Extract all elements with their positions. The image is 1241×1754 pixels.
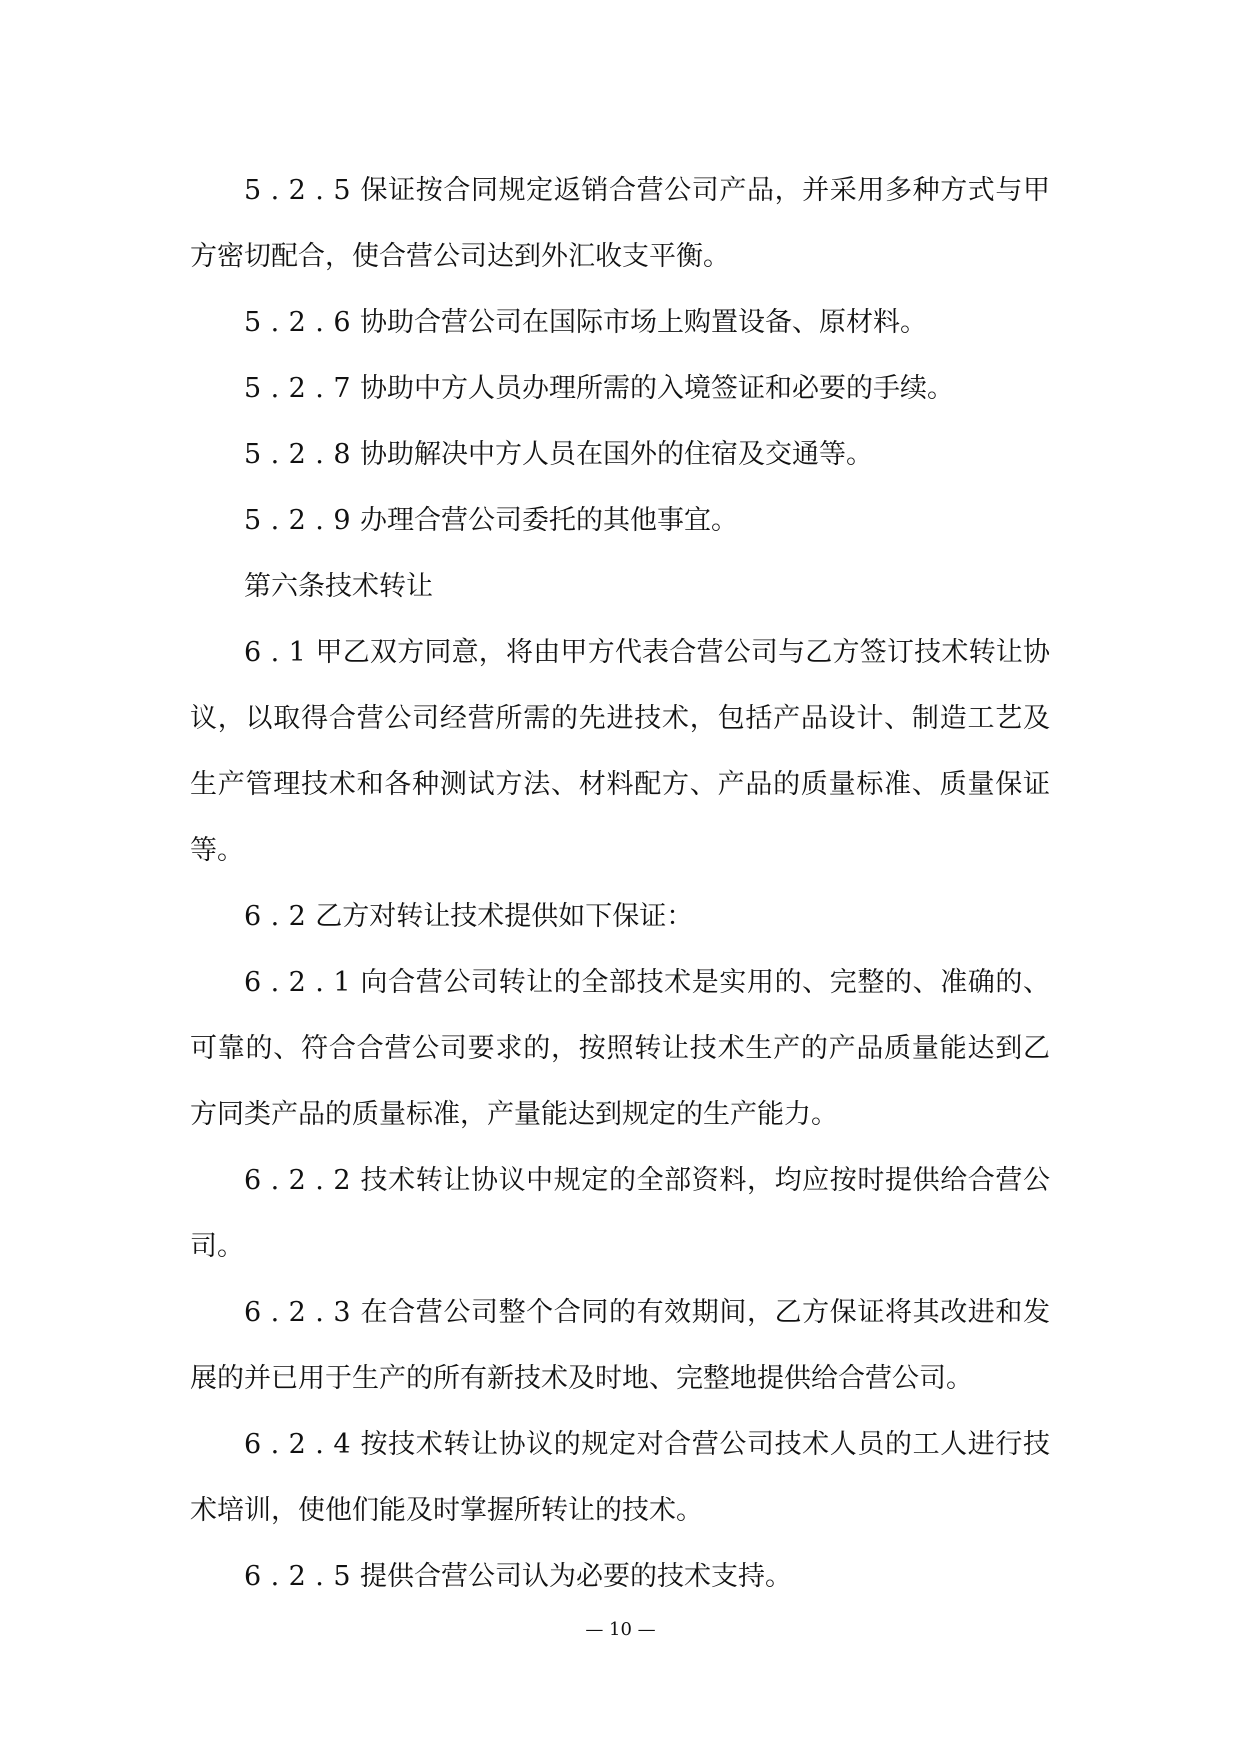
clause-number: 5.2.5 [244,175,360,206]
clause-5-2-7 [190,356,1050,422]
clause-number: 6.2 [244,901,316,932]
clause-6-1 [190,620,1050,884]
clause-number: 6.2.1 [244,967,360,998]
clause-5-2-6 [190,290,1050,356]
clause-number: 5.2.8 [244,439,360,470]
clause-6-2-1 [190,950,1050,1148]
clause-text: 协助解决中方人员在国外的住宿及交通等。 [359,439,873,470]
document-body [190,158,1050,1610]
clause-number: 6.2.3 [244,1297,360,1328]
clause-5-2-5 [190,158,1050,290]
clause-number: 6.2.5 [244,1561,360,1592]
clause-6-2-4 [190,1412,1050,1544]
clause-number: 6.2.4 [244,1429,360,1460]
heading-text: 第六条技术转让 [244,571,433,602]
clause-text: 在合营公司整个合同的有效期间，乙方保证将其改进和发展的并已用于生产的所有新技术及时地、完整地提供给合营公司。 [190,1297,1050,1394]
clause-number: 5.2.9 [244,505,360,536]
clause-6-2 [190,884,1050,950]
clause-number: 5.2.7 [244,373,360,404]
clause-text: 向合营公司转让的全部技术是实用的、完整的、准确的、可靠的、符合合营公司要求的，按照转让技术生产的产品质量能达到乙方同类产品的质量标准，产量能达到规定的生产能力。 [190,967,1050,1130]
clause-text: 技术转让协议中规定的全部资料，均应按时提供给合营公司。 [190,1165,1050,1262]
clause-text: 办理合营公司委托的其他事宜。 [359,505,738,536]
clause-5-2-9 [190,488,1050,554]
clause-text: 甲乙双方同意，将由甲方代表合营公司与乙方签订技术转让协议，以取得合营公司经营所需的先进技术，包括产品设计、制造工艺及生产管理技术和各种测试方法、材料配方、产品的质量标准、质量保证等。 [190,637,1050,866]
clause-text: 按技术转让协议的规定对合营公司技术人员的工人进行技术培训，使他们能及时掌握所转让的技术。 [190,1429,1050,1526]
clause-number: 6.2.2 [244,1165,360,1196]
page-number: — 10 — [585,1619,656,1640]
clause-6-2-2 [190,1148,1050,1280]
clause-6-2-3 [190,1280,1050,1412]
article-six-heading [190,554,1050,620]
clause-number: 5.2.6 [244,307,360,338]
clause-number: 6.1 [244,637,316,668]
clause-text: 保证按合同规定返销合营公司产品，并采用多种方式与甲方密切配合，使合营公司达到外汇收支平衡。 [190,175,1050,272]
clause-text: 提供合营公司认为必要的技术支持。 [359,1561,792,1592]
clause-text: 协助合营公司在国际市场上购置设备、原材料。 [359,307,927,338]
clause-5-2-8 [190,422,1050,488]
clause-text: 协助中方人员办理所需的入境签证和必要的手续。 [359,373,954,404]
clause-text: 乙方对转让技术提供如下保证： [315,901,694,932]
clause-6-2-5 [190,1544,1050,1610]
